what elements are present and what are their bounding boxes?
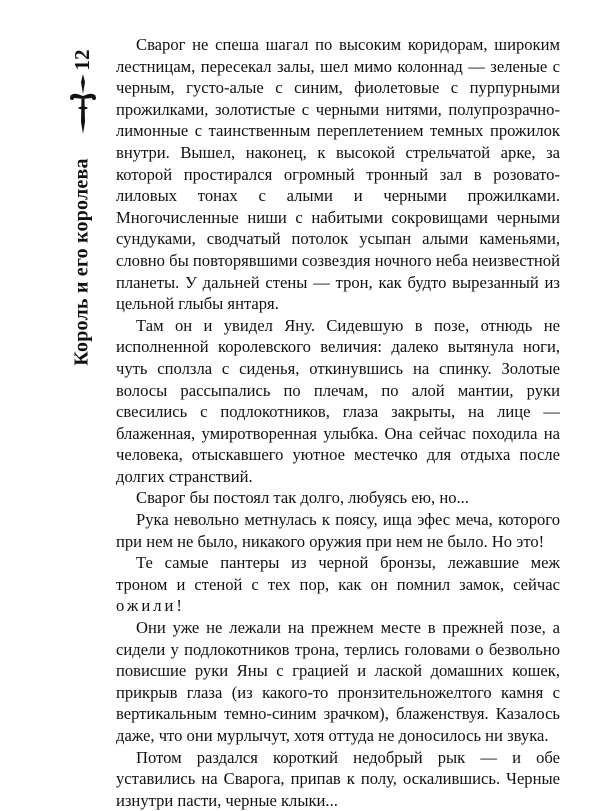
paragraph: Потом раздался короткий недобрый рык — и обе уставились на Сварога, припав к полу, оскалившись. Черные изнутри пасти, черные клыки... [116,747,560,810]
dagger-ornament-icon [66,72,100,136]
paragraph [116,552,560,617]
paragraph: Сварог бы постоял так долго, любуясь ею, но... [136,488,469,508]
paragraph: Они уже не лежали на прежнем месте в прежней позе, а сидели у подлокотников трона, терлись головами о безвольно повисшие руки Яны с грацией и лаской домашних кошек, прикрыв глаза (из какого-то пронзительножелтого камня с вертикальным темно-синим зрачком), блаженствуя. Казалось даже, что они мурлычут, хотя оттуда не доносилось ни звука. [116,618,560,745]
page-number: 12 [69,49,94,71]
body-text [116,34,560,811]
paragraph-text: Те самые пантеры из черной бронзы, лежавшие меж троном и стеной с тех пор, как он помнил замок, сейчас [116,553,560,594]
page-margin [0,0,110,750]
paragraph: Там он и увидел Яну. Сидевшую в позе, отнюдь не исполненной королевского величия: далеко вытянула ноги, чуть сползла с сиденья, откинувшись на спинку. Золотые волосы рассыпались по плечам, по алой мантии, руки свесились с подлокотников, глаза закрыты, на лице — блаженная, умиротворенная улыбка. Она сейчас походила на человека, отыскавшего уютное местечко для отдыха после долгих странствий. [116,315,560,486]
running-head: Король и его королева [70,158,93,366]
paragraph: Сварог не спеша шагал по высоким коридорам, широким лестницам, пересекал залы, шел мимо колоннад — зеленые с черным, густо-алые с синим, фиолетовые с пурпурными прожилками, золотистые с черными нитями, полупрозрачно-лимонные с таинственным переплетением темных прожилок внутри. Вышел, наконец, к высокой стрельчатой арке, за которой простирался огромный тронный зал в розовато-лиловых тонах с алыми и черными прожилками. Многочисленные ниши с набитыми сокровищами черными сундуками, сводчатый потолок усыпан алыми каменьями, словно бы повторявшими созвездия ночного неба неизвестной планеты. У дальней стены — трон, как будто вырезанный из цельной глыбы янтаря. [116,35,560,314]
paragraph: Рука невольно метнулась к поясу, ища эфес меча, которого при нем не было, никакого оружия при нем не было. Но это! [116,510,560,551]
emphasized-word: ожили! [116,596,185,616]
